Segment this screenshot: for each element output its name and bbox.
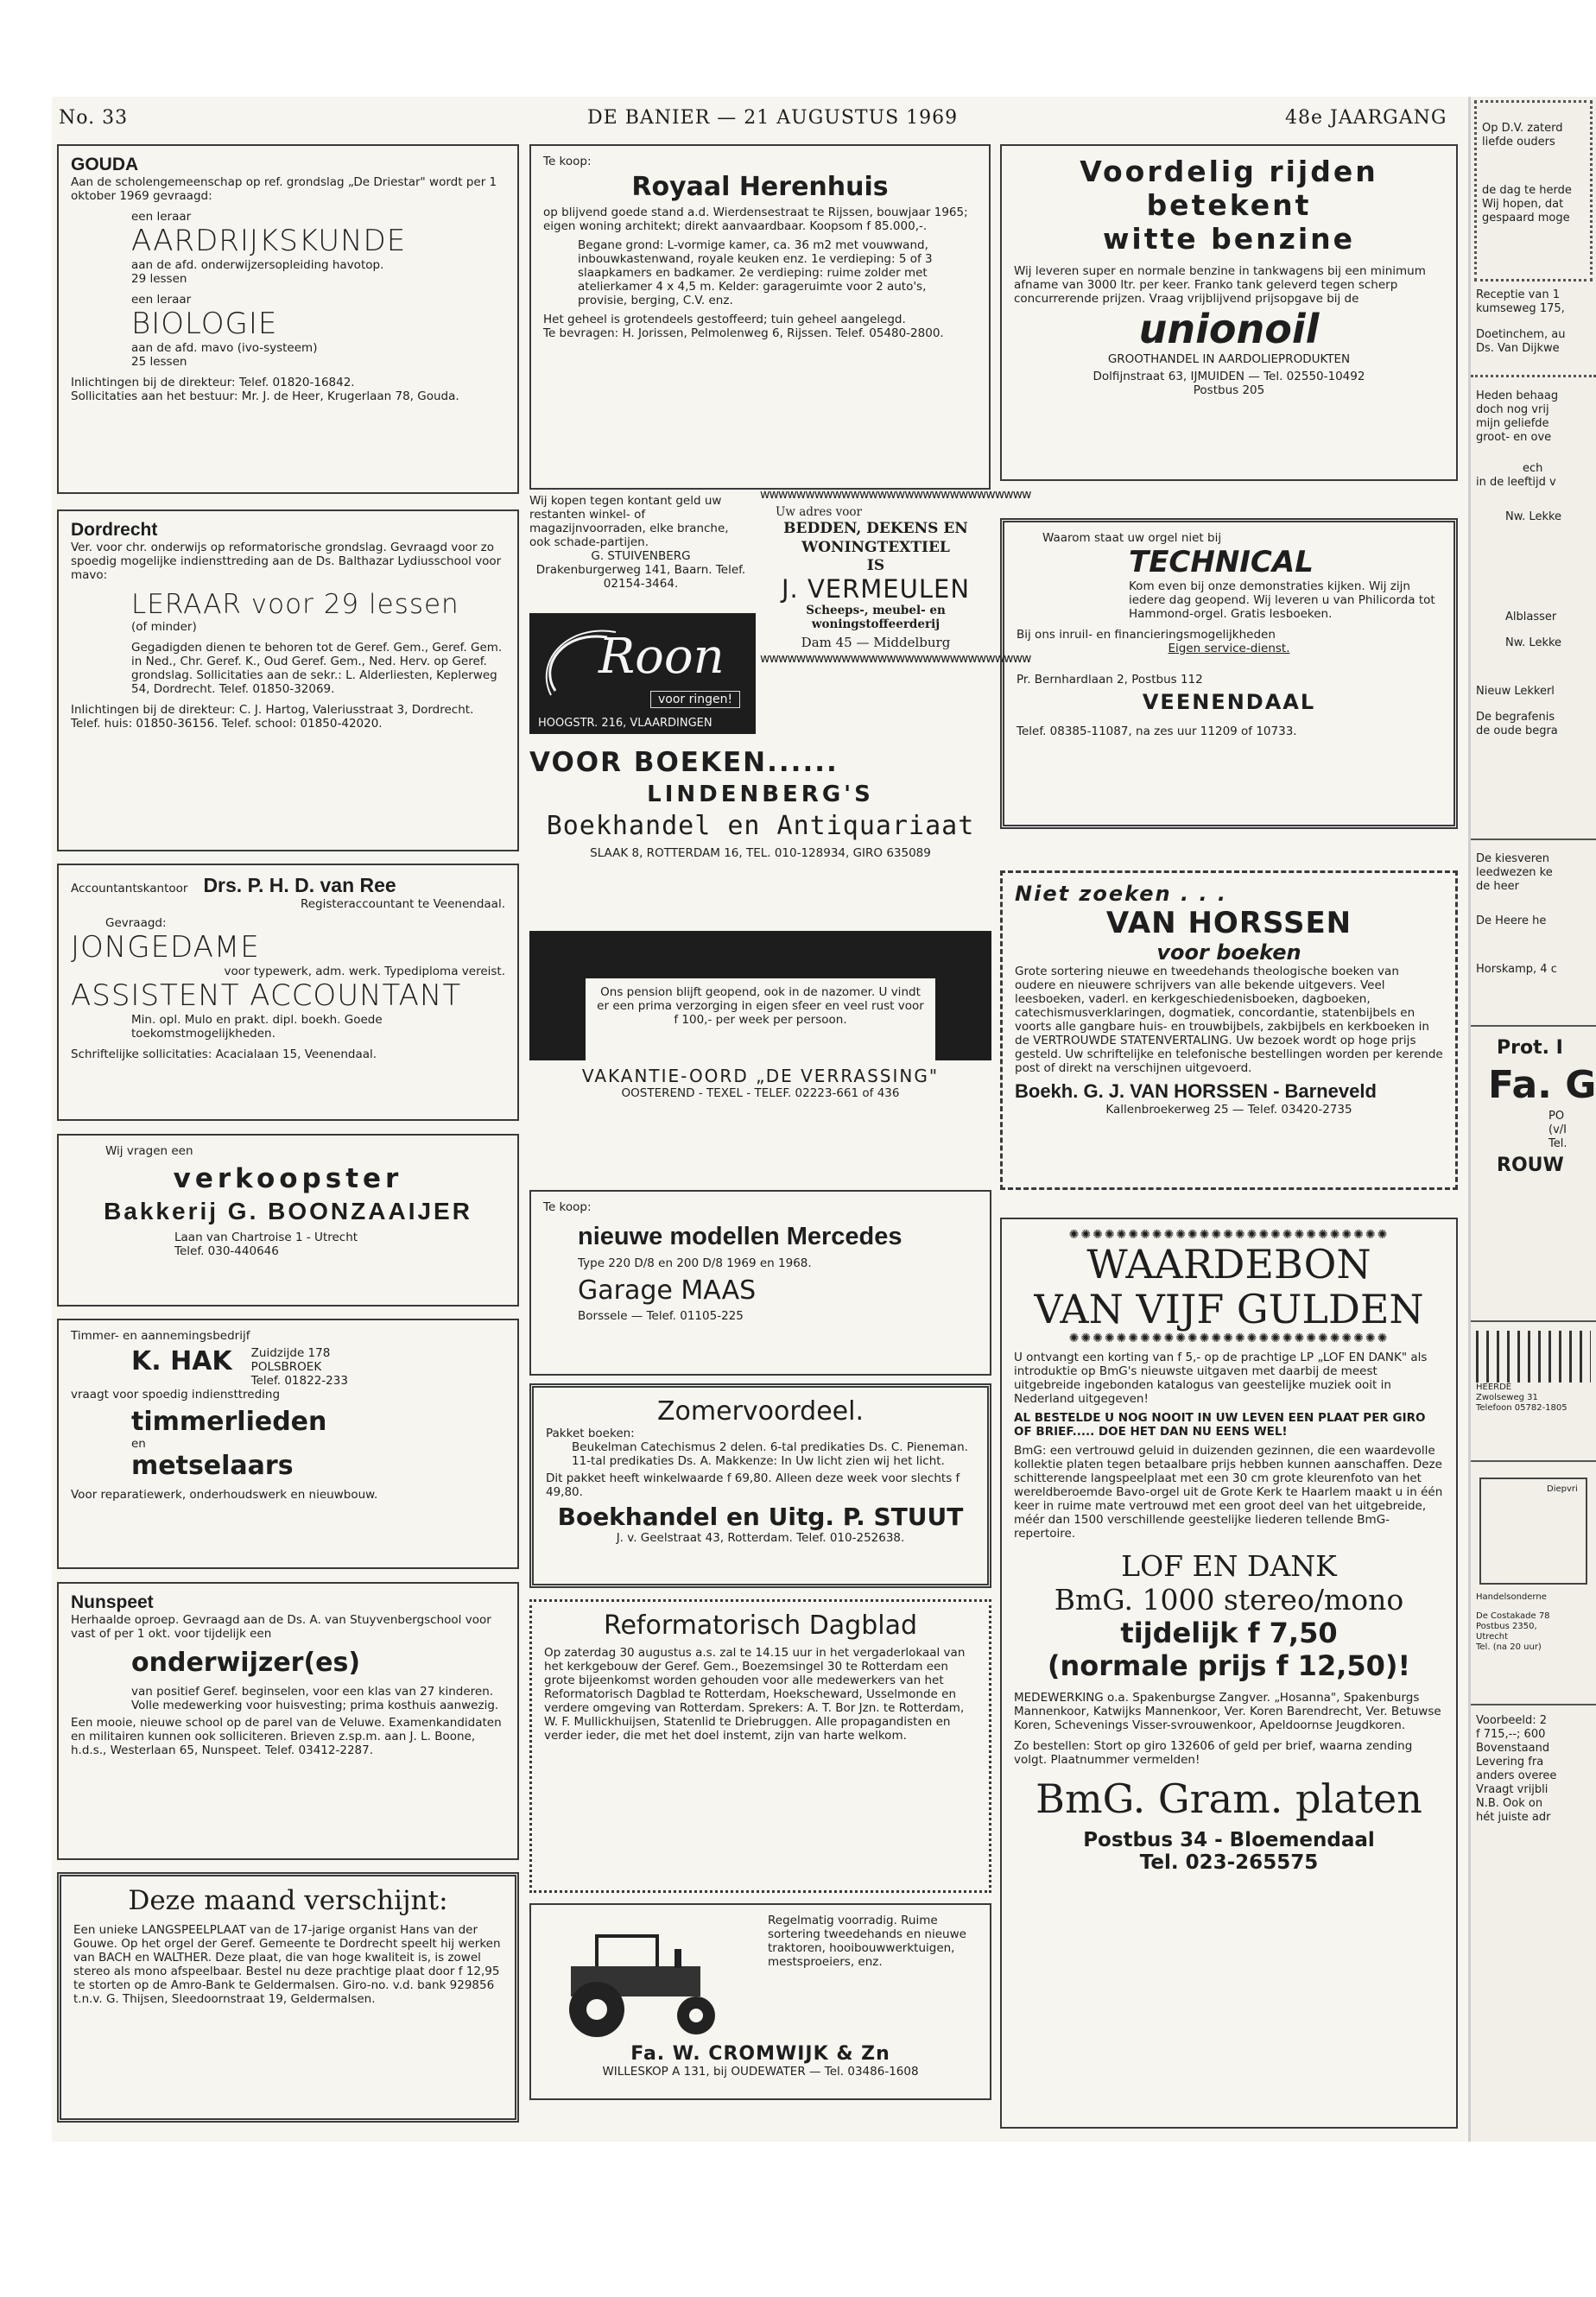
ad-text: Niet zoeken . . .: [1015, 882, 1228, 906]
ad-text: en: [131, 1437, 146, 1451]
spill-text: Wij hopen, dat: [1482, 198, 1564, 211]
ad-text: Te koop:: [543, 155, 592, 168]
ad-text: Postbus 34 - Bloemendaal: [1083, 1829, 1375, 1851]
normal-price: (normale prijs f 12,50)!: [1047, 1649, 1411, 1682]
ad-text: OOSTEREND - TEXEL - TELEF. 02223-661 of 436: [621, 1086, 900, 1100]
ad-text: Telef. 01822-233: [250, 1374, 348, 1388]
ad-text: MEDEWERKING o.a. Spakenburgse Zangver. „Hosanna", Spakenburgs Mannenkoor, Katwijks Mannenkoor, Ver. Koren Barendrecht, Ver. Betuwse Koren, Schevenings Visser-svrouwenkoor, Apeldoornse Jeugdkoren.: [1014, 1691, 1441, 1732]
company-name: Garage MAAS: [578, 1275, 757, 1306]
ad-text: GROOTHANDEL IN AARDOLIEPRODUKTEN: [1107, 352, 1351, 366]
spill-box: [1471, 285, 1596, 375]
ad-lindenberg: [529, 747, 991, 907]
company-name: Fa. W. CROMWIJK & Zn: [630, 2043, 890, 2065]
ad-heading: Dordrecht: [71, 520, 158, 540]
spill-text: De begrafenis: [1476, 711, 1555, 724]
ad-text: Scheeps-, meubel- en woningstoffeerderij: [806, 604, 946, 631]
ad-text: Het geheel is grotendeels gestoffeerd; tuin geheel aangelegd.: [543, 313, 906, 326]
spill-box: [1471, 375, 1596, 838]
music-staff-icon: [1476, 1331, 1591, 1383]
ad-heading: VOOR BOEKEN......: [529, 747, 839, 778]
spill-text: Horskamp, 4 c: [1476, 963, 1557, 976]
ad-text: Zuidzijde 178: [250, 1346, 331, 1360]
ad-stuivenberg: [529, 494, 752, 611]
ad-text: POLSBROEK: [250, 1360, 322, 1374]
ad-heading: Zomervoordeel.: [656, 1396, 864, 1427]
spill-text: Ds. Van Dijkwe: [1476, 342, 1560, 355]
ad-waardebon: ✺✺✺✺✺✺✺✺✺✺✺✺✺✺✺✺✺✺✺✺✺✺✺✺✺✺✺ WAARDEBON VAN VIJF GULDEN ✺✺✺✺✺✺✺✺✺✺✺✺✺✺✺✺✺✺✺✺✺✺✺✺✺✺✺ U ontvangt een korting van f 5,- op de prachtige LP „LOF EN DANK" als introduktie op BmG's nieuwste uitgaven met daarbij de meest uitgebreide ingebonden katalogus van geestelijke muziek ooit in Nederland uitgegeven! AL BESTELDE U NOG NOOIT IN UW LEVEN EEN PLAAT PER GIRO OF BRIEF..... DOE HET DAN NU EENS WEL! BmG: een vertrouwd geluid in duizenden gezinnen, die een waardevolle kollektie platen tegen betaalbare prijs hebben kunnen aanschaffen. Deze schitterende langspeelplaat met een 30 cm grote kleurenfoto van het wereldberoemde Bavo-orgel uit de Grote Kerk te Haarlem maakt u in één keer in ruime mate vertrouwd met een groot deel van het uitgebreide, méér dan 1500 verschillende geestelijke liederen tellende BmG-repertoire. LOF EN DANK BmG. 1000 stereo/mono tijdelijk f 7,50 (normale prijs f 12,50)! MEDEWERKING o.a. Spakenburgse Zangver. „Hosanna", Spakenburgs Mannenkoor, Katwijks Mannenkoor, Ver. Koren Barendrecht, Ver. Betuwse Koren, Schevenings Visser-svrouwenkoor, Apeldoornse Jeugdkoren. Zo bestellen: Stort op giro 132606 of geld per brief, waarna zending volgt. Plaatnummer vermelden! BmG. Gram. platen Postbus 34 - Bloemendaal Tel. 023-265575: [1000, 1218, 1458, 2129]
spill-text: De kiesveren: [1476, 852, 1550, 865]
ad-text: een leraar: [131, 293, 192, 307]
ad-text: Tel. 023-265575: [1139, 1851, 1319, 1874]
ad-stuut: [529, 1383, 991, 1588]
spill-text: de heer: [1476, 880, 1519, 893]
company-name: TECHNICAL: [1129, 545, 1314, 579]
ad-heading: VAN VIJF GULDEN: [1034, 1286, 1424, 1332]
spill-text: de oude begra: [1476, 725, 1558, 737]
ad-heading: Nunspeet: [71, 1592, 154, 1612]
spill-text: groot- en ove: [1476, 431, 1552, 444]
ad-text: Waarom staat uw orgel niet bij: [1042, 531, 1222, 545]
ad-text: een leraar: [131, 210, 192, 224]
ad-intro: Ver. voor chr. onderwijs op reformatorische grondslag. Gevraagd voor zo spoedig mogelijke indiensttreding aan de Ds. Balthazar Lydiusschool voor mavo:: [71, 541, 502, 582]
spill-box: [1471, 1460, 1596, 1704]
spill-text: De Heere he: [1476, 914, 1547, 927]
ad-bakkerij: [57, 1134, 519, 1307]
ad-text: AL BESTELDE U NOG NOOIT IN UW LEVEN EEN PLAAT PER GIRO OF BRIEF..... DOE HET DAN NU EENS WEL!: [1014, 1411, 1426, 1439]
ad-text: Een mooie, nieuwe school op de parel van de Veluwe. Examenkandidaten en militairen kunnen ook solliciteren. Brieven z.sp.m. aan J. L. Boone, h.d.s., Westerlaan 65, Nunspeet. Telef. 03412-2287.: [71, 1716, 502, 1757]
ad-subheading: voor boeken: [1156, 940, 1302, 965]
spill-text: Voorbeeld: 2: [1476, 1714, 1548, 1727]
ad-text: Inlichtingen bij de direkteur: C. J. Hartog, Valeriusstraat 3, Dordrecht. Telef. huis: 01850-36156. Telef. school: 01850-42020.: [71, 703, 474, 731]
spill-text: Vraagt vrijbli: [1476, 1783, 1548, 1796]
ad-intro: Aan de scholengemeenschap op ref. grondslag „De Driestar" wordt per 1 oktober 1969 gevraagd:: [71, 175, 497, 203]
ad-accountant: [57, 864, 519, 1121]
ad-text: Eigen service-dienst.: [1168, 642, 1290, 655]
freezer-icon: [1479, 1478, 1587, 1585]
ad-heading: witte benzine: [1102, 222, 1356, 256]
ad-text: Accountantskantoor: [71, 882, 188, 895]
ad-heading: betekent: [1146, 188, 1312, 222]
ad-heading: Royaal Herenhuis: [631, 172, 889, 202]
company-name: G. STUIVENBERG: [591, 549, 691, 563]
spill-text: Diepvri: [1547, 1484, 1578, 1494]
ad-text: Gegadigden dienen te behoren tot de Geref. Gem., Geref. Gem. in Ned., Chr. Geref. K., Oud Geref. Gem., Ned. Herv. op Geref. grondslag. Sollicitaties aan de sekr.: L. Alderliesten, Keplerweg 54, Dordrecht. Telef. 01850-32069.: [131, 641, 503, 696]
job-title: verkoopster: [173, 1163, 403, 1194]
ad-text: aan de afd. onderwijzersopleiding havotop.: [131, 258, 384, 272]
spill-text: Alblasser: [1505, 611, 1557, 623]
ad-text: (of minder): [131, 620, 197, 634]
spill-text: Handelsonderne: [1476, 1592, 1547, 1602]
ad-text: Te bevragen: H. Jorissen, Pelmolenweg 6, Rijssen. Telef. 05480-2800.: [543, 326, 944, 340]
spill-text: Zwolseweg 31: [1476, 1393, 1538, 1402]
ad-text: Registeraccountant te Veenendaal.: [300, 897, 505, 911]
ad-text: Type 220 D/8 en 200 D/8 1969 en 1968.: [578, 1256, 812, 1270]
ad-text: Telef. 030-440646: [174, 1244, 279, 1258]
spill-text: Heden behaag: [1476, 389, 1559, 402]
spill-box: [1474, 100, 1593, 282]
ad-text: BmG: een vertrouwd geluid in duizenden gezinnen, die een waardevolle kollektie platen tegen betaalbare prijs hebben kunnen aanschaffen. Deze schitterende langspeelplaat met een 30 cm grote kleurenfoto van het wereldberoemde Bavo-orgel uit de Grote Kerk te Haarlem maakt u in één keer in ruime mate vertrouwd met een groot deel van het uitgebreide, méér dan 1500 verschillende geestelijke liederen tellende BmG-repertoire.: [1014, 1444, 1443, 1541]
masthead: DE BANIER — 21 AUGUSTUS 1969: [587, 107, 959, 129]
ad-text: aan de afd. mavo (ivo-systeem): [131, 341, 318, 355]
job-title: JONGEDAME: [71, 930, 260, 965]
spill-text: kumseweg 175,: [1476, 302, 1565, 315]
ad-heading: Deze maand verschijnt:: [128, 1885, 448, 1916]
spill-text: Bovenstaand: [1476, 1742, 1550, 1755]
price: tijdelijk f 7,50: [1120, 1617, 1338, 1649]
ad-text: Te koop:: [543, 1200, 592, 1214]
spill-text: de dag te herde: [1482, 184, 1572, 197]
adjacent-page-edge: [1468, 97, 1596, 2142]
company-name: J. VERMEULEN: [781, 574, 971, 604]
spill-text: De Costakade 78: [1476, 1611, 1550, 1621]
ad-text: vraagt voor spoedig indiensttreding: [71, 1388, 281, 1402]
spill-text: Fa. G: [1488, 1063, 1596, 1107]
ad-text: Dit pakket heeft winkelwaarde f 69,80. Alleen deze week voor slechts f 49,80.: [546, 1471, 960, 1499]
spill-box: [1471, 838, 1596, 1025]
company-name: LINDENBERG'S: [647, 781, 874, 807]
album-format: BmG. 1000 stereo/mono: [1054, 1583, 1404, 1617]
spill-text: Prot. I: [1497, 1037, 1563, 1059]
spill-text: Tel. (na 20 uur): [1476, 1642, 1542, 1652]
job-title: LERAAR voor 29 lessen: [131, 589, 459, 620]
spill-text: hét juiste adr: [1476, 1811, 1551, 1824]
ad-text: Zo bestellen: Stort op giro 132606 of geld per brief, waarna zending volgt. Plaatnummer vermelden!: [1014, 1739, 1413, 1767]
brand-name: BmG. Gram. platen: [1036, 1775, 1422, 1822]
ad-text: Timmer- en aannemingsbedrijf: [71, 1329, 250, 1343]
ad-text: Schriftelijke sollicitaties: Acacialaan 15, Veenendaal.: [71, 1047, 377, 1061]
spill-box: [1471, 1025, 1596, 1320]
ad-vermeulen: [760, 488, 1031, 740]
ad-text: Kom even bij onze demonstraties kijken. Wij zijn iedere dag geopend. Wij leveren u van Philicorda tot Hammond-orgel. Gratis lesboeken.: [1129, 579, 1435, 621]
ad-text: J. v. Geelstraat 43, Rotterdam. Telef. 010-252638.: [616, 1531, 905, 1545]
spill-text: Tel.: [1548, 1137, 1568, 1150]
ad-heading: nieuwe modellen Mercedes: [578, 1223, 902, 1250]
spill-text: Postbus 2350,: [1476, 1622, 1537, 1631]
ad-text: Sollicitaties aan het bestuur: Mr. J. de Heer, Krugerlaan 78, Gouda.: [71, 389, 459, 403]
company-name: Boekhandel en Uitg. P. STUUT: [557, 1503, 964, 1531]
ad-text: Pakket boeken:: [546, 1427, 635, 1440]
ad-text: Wij kopen tegen kontant geld uw restanten winkel- of magazijnvoorraden, elke branche, ook schade-partijen.: [529, 494, 729, 549]
spill-text: Nw. Lekke: [1505, 636, 1562, 649]
job-title: timmerlieden: [131, 1407, 327, 1437]
spill-text: (v/I: [1548, 1123, 1567, 1136]
ad-text: voor typewerk, adm. werk. Typediploma vereist.: [224, 965, 505, 978]
ad-text: BEDDEN, DEKENS EN WONINGTEXTIEL: [783, 520, 968, 556]
ad-text: 29 lessen: [131, 272, 187, 286]
ad-heading: Voordelig rijden: [1080, 155, 1378, 188]
ad-text: U ontvangt een korting van f 5,- op de prachtige LP „LOF EN DANK" als introduktie op BmG's nieuwste uitgaven met daarbij de meest uitgebreide ingebonden katalogus van geestelijke muziek ooit in Nederland uitgegeven!: [1014, 1351, 1428, 1406]
roon-address: HOOGSTR. 216, VLAARDINGEN: [538, 717, 712, 730]
spill-text: mijn geliefde: [1476, 417, 1549, 430]
ad-dagblad: [529, 1599, 991, 1893]
ad-text: Gevraagd:: [105, 916, 167, 930]
ad-text: Dolfijnstraat 63, IJMUIDEN — Tel. 02550-10492: [1092, 370, 1365, 383]
ad-roon: [529, 613, 756, 734]
volume: 48e JAARGANG: [1285, 107, 1447, 129]
ad-text: SLAAK 8, ROTTERDAM 16, TEL. 010-128934, GIRO 635089: [590, 846, 931, 860]
ad-van-horssen: [1000, 870, 1458, 1190]
ad-text: Wij vragen een: [105, 1144, 193, 1158]
ad-intro: Herhaalde oproep. Gevraagd aan de Ds. A. van Stuyvenbergschool voor vast of per 1 okt. voor tijdelijk een: [71, 1613, 491, 1641]
spill-text: in de leeftijd v: [1476, 476, 1556, 489]
subject-title: BIOLOGIE: [131, 307, 278, 341]
ad-heading: VEENENDAAL: [1142, 690, 1316, 714]
ad-text: Pr. Bernhardlaan 2, Postbus 112: [1016, 673, 1203, 687]
ad-langspeelplaat: [57, 1872, 519, 2123]
spill-text: anders overee: [1476, 1769, 1557, 1782]
ad-technical: [1000, 518, 1458, 829]
ad-text: Uw adres voor: [776, 505, 862, 519]
spill-text: Doetinchem, au: [1476, 328, 1566, 341]
spill-text: Levering fra: [1476, 1756, 1544, 1769]
ad-text: Bij ons inruil- en financieringsmogelijkheden: [1016, 628, 1276, 642]
ad-text: Dam 45 — Middelburg: [801, 635, 951, 650]
spill-text: leedwezen ke: [1476, 866, 1553, 879]
ad-mercedes: [529, 1190, 991, 1376]
ad-text: WILLESKOP A 131, bij OUDEWATER — Tel. 03486-1608: [602, 2065, 919, 2079]
spill-text: liefde ouders: [1482, 136, 1555, 149]
ad-cromwijk: [529, 1903, 991, 2100]
ad-text: Min. opl. Mulo en prakt. dipl. boekh. Goede toekomstmogelijkheden.: [131, 1013, 383, 1041]
ad-text: Kallenbroekerweg 25 — Telef. 03420-2735: [1105, 1103, 1352, 1117]
ad-text: Op zaterdag 30 augustus a.s. zal te 14.15 uur in het vergaderlokaal van het kerkgebouw der Geref. Gem., Boezemsingel 30 te Rotterdam een grote bijeenkomst worden gehouden voor alle medewerkers van het Reformatorisch Dagblad te Rotterdam, Hoekscheward, Usselmonde en verdere omgeving van Rotterdam. Sprekers: A. T. Bor Jzn. te Rotterdam, W. F. Mullickhuijsen, Statenlid te Driebruggen. Alle propagandisten en verder ieder, die met het doel instemt, zijn van harte welkom.: [544, 1646, 966, 1743]
wave-border: wwwwwwwwwwwwwwwwwwwwwwwwwwwwww: [760, 488, 1031, 502]
roon-logo-text: Roon: [598, 629, 725, 685]
spill-text: Nieuw Lekkerl: [1476, 685, 1555, 698]
spill-text: HEERDE: [1476, 1383, 1512, 1392]
ad-text: 25 lessen: [131, 355, 187, 369]
ad-text: Ons pension blijft geopend, ook in de nazomer. U vindt er een prima verzorging in eigen sfeer en veel rust voor f 100,- per week per persoon.: [597, 985, 924, 1027]
spill-text: f 715,--; 600: [1476, 1728, 1546, 1741]
album-title: LOF EN DANK: [1121, 1549, 1337, 1583]
ad-gouda: [57, 144, 519, 494]
ad-text: Postbus 205: [1193, 383, 1265, 397]
wave-border: wwwwwwwwwwwwwwwwwwwwwwwwwwwwww: [760, 652, 1031, 666]
ad-heading: WAARDEBON: [1086, 1241, 1371, 1288]
spill-text: Telefoon 05782-1805: [1476, 1403, 1568, 1413]
spill-box: [1471, 1704, 1596, 1825]
spill-text: ROUW: [1497, 1155, 1564, 1176]
spill-text: Op D.V. zaterd: [1482, 122, 1563, 135]
ad-hak: [57, 1319, 519, 1569]
ad-text: Inlichtingen bij de direkteur: Telef. 01820-16842.: [71, 376, 355, 389]
ad-text: Wij leveren super en normale benzine in tankwagens bij een minimum afname van 3000 ltr. per keer. Franko tank geleverd tegen scherp concurrerende prijzen. Vraag vrijblijvend prijsopgave bij de: [1014, 264, 1426, 306]
ad-herenhuis: [529, 144, 991, 490]
spill-text: Receptie van 1: [1476, 288, 1560, 301]
ad-text: Telef. 08385-11087, na zes uur 11209 of 10733.: [1016, 725, 1297, 738]
spill-text: N.B. Ook on: [1476, 1797, 1543, 1810]
spill-text: doch nog vrij: [1476, 403, 1549, 416]
ad-verrassing: [529, 931, 991, 1121]
company-name: Boekh. G. J. VAN HORSSEN - Barneveld: [1015, 1080, 1377, 1102]
ad-dordrecht: [57, 509, 519, 851]
company-name: VAKANTIE-OORD „DE VERRASSING": [581, 1066, 940, 1086]
ad-text: Een unieke LANGSPEELPLAAT van de 17-jarige organist Hans van der Gouwe. Op het orgel der Geref. Gemeente te Dordrecht speelt hij werken van BACH en WALTHER. Deze plaat, die van hoge kwaliteit is, is zowel stereo als mono afspeelbaar. Bestel nu deze prachtige plaat door f 12,95 te storten op de Amro-Bank te Geldermalsen. Giro-no. v.d. bank 929856 t.n.v. G. Thijsen, Sleedoornstraat 19, Geldermalsen.: [73, 1923, 501, 2006]
company-name: Drs. P. H. D. van Ree: [203, 874, 396, 896]
job-title: onderwijzer(es): [131, 1648, 361, 1678]
spill-box: [1471, 1320, 1596, 1460]
job-title: ASSISTENT ACCOUNTANT: [71, 978, 462, 1013]
ad-text: Borssele — Telef. 01105-225: [578, 1309, 744, 1323]
ad-text: IS: [866, 557, 885, 574]
company-name: Bakkerij G. BOONZAAIJER: [104, 1198, 472, 1224]
job-title: metselaars: [131, 1451, 294, 1481]
spill-text: Utrecht: [1476, 1632, 1509, 1642]
spill-text: Nw. Lekke: [1505, 510, 1562, 523]
ad-text: Drakenburgerweg 141, Baarn. Telef. 02154-3464.: [535, 563, 746, 591]
ad-text: van positief Geref. beginselen, voor een klas van 27 kinderen. Volle medewerking voor huisvesting; prima kosthuis aanwezig.: [131, 1685, 499, 1712]
ad-text: Beukelman Catechismus 2 delen. 6-tal predikaties Ds. C. Pieneman. 11-tal predikaties Ds. A. Makkenze: In Uw licht zien wij het licht.: [572, 1440, 968, 1468]
spill-text: ech: [1523, 462, 1543, 475]
ad-heading: Reformatorisch Dagblad: [603, 1610, 918, 1641]
ad-text: Begane grond: L-vormige kamer, ca. 36 m2 met vouwwand, inbouwkastenwand, royale keuken enz. 1e verdieping: 5 of 3 slaapkamers en badkamer. 2e verdieping: ruime zolder met atelierkamer 4 x 4,5 m. Kelder: garageruimte voor 2 auto's, provisie, berging, C.V. enz.: [578, 238, 933, 307]
ad-text: Voor reparatiewerk, onderhoudswerk en nieuwbouw.: [71, 1488, 378, 1502]
ad-subheading: Boekhandel en Antiquariaat: [546, 811, 975, 841]
ad-heading: GOUDA: [71, 155, 139, 174]
roon-tagline: voor ringen!: [650, 691, 740, 708]
issue-number: No. 33: [59, 107, 129, 129]
ad-nunspeet: [57, 1582, 519, 1860]
company-name: VAN HORSSEN: [1105, 906, 1352, 940]
company-name: K. HAK: [131, 1346, 232, 1376]
ad-text: Laan van Chartroise 1 - Utrecht: [174, 1231, 358, 1244]
ad-unionoil: [1000, 144, 1458, 481]
verrassing-footer: [529, 1060, 991, 1121]
spill-text: gespaard moge: [1482, 212, 1570, 225]
ad-text: Grote sortering nieuwe en tweedehands theologische boeken van oudere en nieuwere schrijvers van alle bekende uitgevers. Veel leesboeken, vaderl. en kerkgeschiedenisboeken, dagboeken, catechismusverklaringen, dogmatiek, concordantie, statenbijbels en voorts alle gangbare huis- en trouwbijbels, zakbijbels en kerkboeken in de VERTROUWDE STATENVERTALING. Uw bezoek wordt op hoge prijs gesteld. Uw schriftelijke en telefonische bestellingen worden per kerende post of direkt na verschijnen uitgevoerd.: [1015, 965, 1443, 1075]
unionoil-logo: unionoil: [1138, 306, 1320, 352]
tractor-icon: [545, 1919, 744, 2040]
ad-text: Regelmatig voorradig. Ruime sortering tweedehands en nieuwe traktoren, hooibouwwerktuigen, mestsproeiers, enz.: [768, 1914, 966, 1969]
spill-text: PO: [1548, 1110, 1565, 1123]
ad-text: op blijvend goede stand a.d. Wierdensestraat te Rijssen, bouwjaar 1965; eigen woning architekt; direkt aanvaardbaar. Koopsom f 85.000,-.: [543, 206, 968, 233]
subject-title: AARDRIJKSKUNDE: [131, 224, 407, 258]
